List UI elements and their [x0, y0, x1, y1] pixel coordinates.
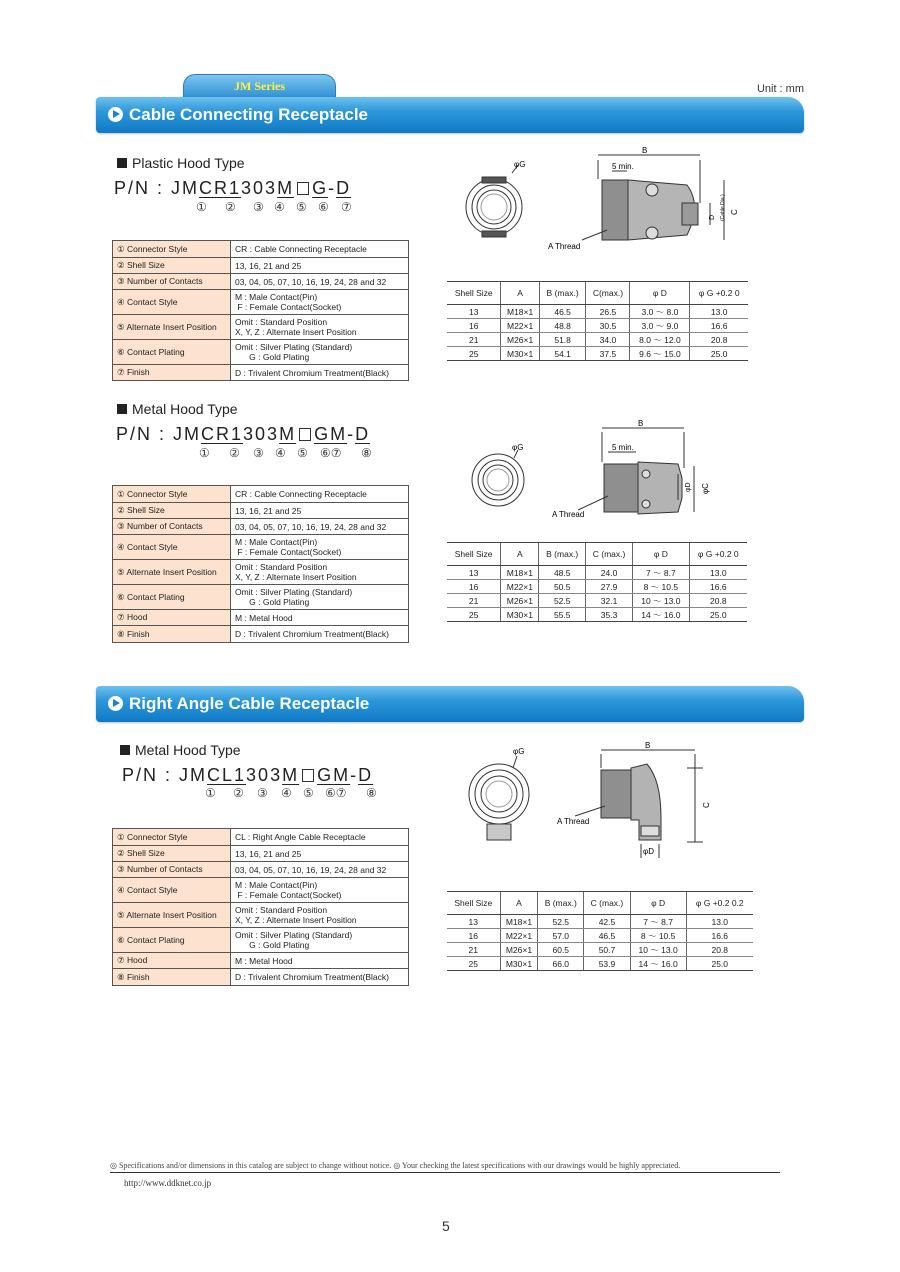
code-index-right-angle: ① ② ③ ④ ⑤ ⑥⑦ ⑧	[205, 786, 377, 800]
dim-row: 25 M30×1 66.0 53.9 14 ～ 16.0 25.0	[447, 957, 753, 971]
footer-rule	[110, 1172, 780, 1173]
min-label: 5 min.	[612, 443, 634, 452]
square-bullet-icon	[120, 745, 130, 755]
dim-row: 13 M18×1 52.5 42.5 7 ～ 8.7 13.0	[447, 915, 753, 929]
spec-row: ⑥ Contact Plating Omit : Silver Plating (Standard) G : Gold Plating	[113, 928, 409, 953]
thread-label: A Thread	[548, 242, 581, 251]
section-title: Right Angle Cable Receptacle	[129, 694, 370, 713]
spec-row: ④ Contact Style M : Male Contact(Pin) F : Female Contact(Socket)	[113, 290, 409, 315]
spec-row: ⑦ Hood M : Metal Hood	[113, 610, 409, 626]
spec-row: ① Connector Style CL : Right Angle Cable Receptacle	[113, 829, 409, 846]
dim-row: 21 M26×1 52.5 32.1 10 ～ 13.0 20.8	[447, 594, 747, 608]
spec-row: ② Shell Size 13, 16, 21 and 25	[113, 258, 409, 274]
part-number-plastic: P/N : JMCR1303M G-D	[114, 178, 352, 198]
d-label: φD	[643, 847, 654, 856]
dim-row: 13 M18×1 46.5 26.5 3.0 ～ 8.0 13.0	[447, 305, 748, 319]
option-box-icon	[297, 182, 309, 195]
option-box-icon	[302, 769, 314, 782]
spec-row: ② Shell Size 13, 16, 21 and 25	[113, 846, 409, 862]
phi-g-label: φG	[514, 160, 526, 169]
spec-row: ③ Number of Contacts 03, 04, 05, 07, 10, 16, 19, 24, 28 and 32	[113, 862, 409, 878]
square-bullet-icon	[117, 158, 127, 168]
cable-dia-label: (Cable Dia.)	[720, 194, 726, 221]
spec-row: ⑧ Finish D : Trivalent Chromium Treatment(Black)	[113, 626, 409, 643]
subhead-right-angle-metal-hood: Metal Hood Type	[120, 742, 241, 758]
unit-label: Unit : mm	[756, 83, 804, 95]
spec-row: ① Connector Style CR : Cable Connecting Receptacle	[113, 486, 409, 503]
spec-row: ⑥ Contact Plating Omit : Silver Plating (Standard) G : Gold Plating	[113, 340, 409, 365]
spec-row: ③ Number of Contacts 03, 04, 05, 07, 10, 16, 19, 24, 28 and 32	[113, 274, 409, 290]
thread-label: A Thread	[557, 817, 590, 826]
option-box-icon	[299, 428, 311, 441]
code-index-plastic: ① ② ③ ④ ⑤ ⑥ ⑦	[196, 200, 352, 214]
play-icon	[108, 696, 123, 711]
c-label: φC	[701, 483, 710, 494]
phi-g-label: φG	[513, 747, 525, 756]
dim-row: 21 M26×1 60.5 50.7 10 ～ 13.0 20.8	[447, 943, 753, 957]
spec-row: ① Connector Style CR : Cable Connecting Receptacle	[113, 241, 409, 258]
b-label: B	[642, 146, 648, 155]
d-label: D	[709, 214, 716, 220]
drawing-right-angle	[465, 740, 725, 860]
spec-row: ② Shell Size 13, 16, 21 and 25	[113, 503, 409, 519]
series-tab: JM Series	[183, 74, 336, 98]
spec-row: ⑤ Alternate Insert Position Omit : Standard Position X, Y, Z : Alternate Insert Position	[113, 903, 409, 928]
dimension-table-right-angle	[447, 891, 753, 971]
part-number-metal: P/N : JMCR1303M GM-D	[116, 424, 371, 444]
spec-row: ⑦ Hood M : Metal Hood	[113, 953, 409, 969]
spec-table-right-angle	[112, 828, 409, 986]
section-banner-right-angle	[96, 686, 804, 722]
d-label: φD	[685, 482, 692, 492]
spec-row: ⑥ Contact Plating Omit : Silver Plating (Standard) G : Gold Plating	[113, 585, 409, 610]
dim-row: 25 M30×1 55.5 35.3 14 ～ 16.0 25.0	[447, 608, 747, 622]
thread-label: A Thread	[552, 510, 585, 519]
b-label: B	[638, 419, 644, 428]
spec-row: ③ Number of Contacts 03, 04, 05, 07, 10, 16, 19, 24, 28 and 32	[113, 519, 409, 535]
dim-row: 16 M22×1 50.5 27.9 8 ～ 10.5 16.6	[447, 580, 747, 594]
spec-row: ⑤ Alternate Insert Position Omit : Standard Position X, Y, Z : Alternate Insert Position	[113, 560, 409, 585]
footer-note: ◎ Specifications and/or dimensions in this catalog are subject to change without notice. ◎ Your checking the latest specifications with our drawings would be highly appreciated.	[110, 1161, 681, 1170]
dimension-table-plastic	[447, 281, 748, 361]
footer-url-link[interactable]: http://www.ddknet.co.jp	[124, 1178, 212, 1188]
dim-header-row: Shell Size A B (max.) C (max.) φ D φ G +0.2 0.2	[447, 892, 753, 915]
drawing-metal-hood	[468, 418, 728, 523]
dim-row: 21 M26×1 51.8 34.0 8.0 ～ 12.0 20.8	[447, 333, 748, 347]
square-bullet-icon	[117, 404, 127, 414]
subhead-metal-hood: Metal Hood Type	[117, 401, 238, 417]
section-banner-cable-connecting	[96, 97, 804, 133]
dimension-table-metal	[447, 542, 747, 622]
part-number-right-angle: P/N : JMCL1303M GM-D	[122, 765, 374, 785]
c-label: C	[702, 802, 711, 808]
dim-row: 25 M30×1 54.1 37.5 9.6 ～ 15.0 25.0	[447, 347, 748, 361]
min-label: 5 min.	[612, 162, 634, 171]
dim-row: 16 M22×1 57.0 46.5 8 ～ 10.5 16.6	[447, 929, 753, 943]
code-index-metal: ① ② ③ ④ ⑤ ⑥⑦ ⑧	[199, 446, 372, 460]
dim-header-row: Shell Size A B (max.) C(max.) φ D φ G +0.2 0	[447, 282, 748, 305]
c-label: C	[730, 209, 739, 215]
subhead-plastic-hood: Plastic Hood Type	[117, 155, 245, 171]
spec-row: ⑤ Alternate Insert Position Omit : Standard Position X, Y, Z : Alternate Insert Position	[113, 315, 409, 340]
spec-row: ④ Contact Style M : Male Contact(Pin) F : Female Contact(Socket)	[113, 535, 409, 560]
spec-row: ④ Contact Style M : Male Contact(Pin) F : Female Contact(Socket)	[113, 878, 409, 903]
phi-g-label: φG	[512, 443, 524, 452]
dim-header-row: Shell Size A B (max.) C (max.) φ D φ G +0.2 0	[447, 543, 747, 566]
dim-row: 16 M22×1 48.8 30.5 3.0 ～ 9.0 16.6	[447, 319, 748, 333]
spec-table-metal	[112, 485, 409, 643]
drawing-plastic-hood	[462, 145, 762, 255]
dim-row: 13 M18×1 48.5 24.0 7 ～ 8.7 13.0	[447, 566, 747, 580]
spec-row: ⑧ Finish D : Trivalent Chromium Treatment(Black)	[113, 969, 409, 986]
spec-table-plastic	[112, 240, 409, 381]
b-label: B	[645, 741, 651, 750]
spec-row: ⑦ Finish D : Trivalent Chromium Treatment(Black)	[113, 365, 409, 381]
page-number: 5	[442, 1218, 450, 1234]
play-icon	[108, 107, 123, 122]
section-title: Cable Connecting Receptacle	[129, 105, 369, 124]
